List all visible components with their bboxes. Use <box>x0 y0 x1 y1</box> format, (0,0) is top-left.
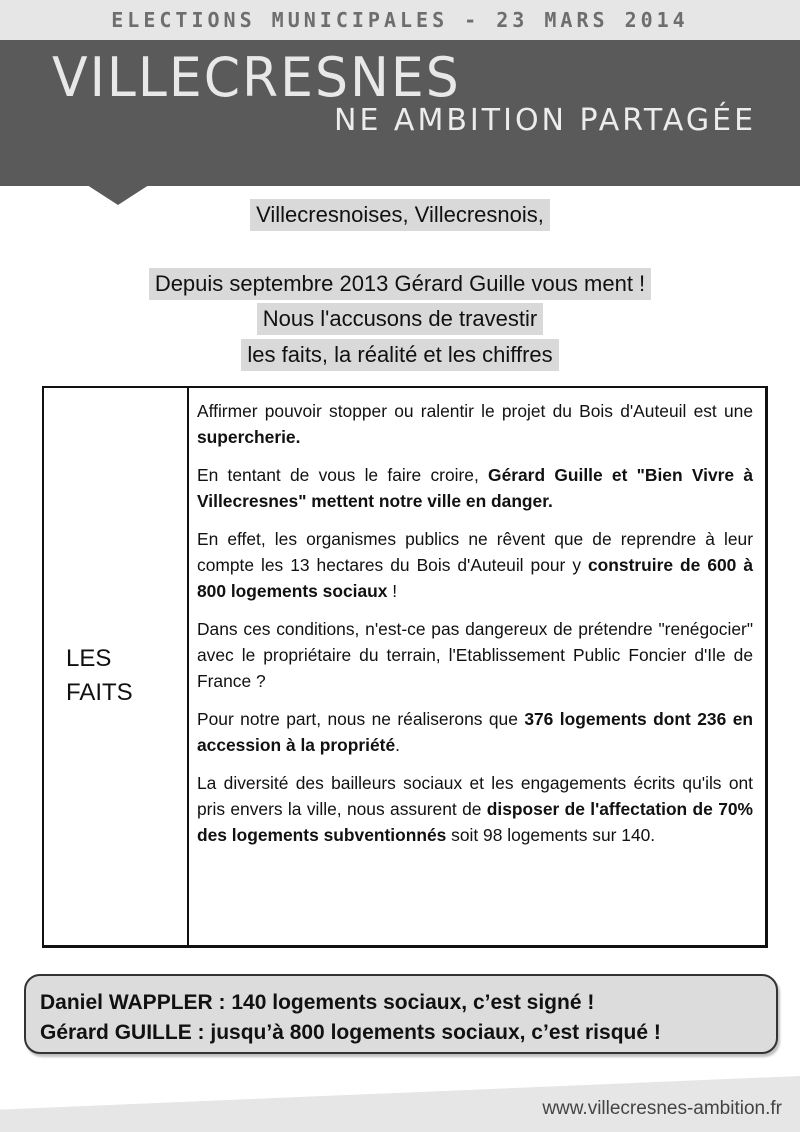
header-subtitle: NE AMBITION PARTAGÉE <box>334 103 757 138</box>
facts-p2-text: En tentant de vous le faire croire, <box>197 465 489 485</box>
facts-label: LES FAITS <box>66 644 133 706</box>
facts-p3-end: ! <box>387 581 398 601</box>
intro-line1-row <box>0 268 800 300</box>
facts-p2-bold: Gérard Guille et "Bien Vivre à Villecresnes" mettent notre ville en danger. <box>197 465 753 511</box>
intro-line1: Depuis septembre 2013 Gérard Guille vous ment ! <box>149 268 651 300</box>
facts-p3-text: En effet, les organismes publics ne rêvent que de reprendre à leur compte les 13 hectares du Bois d'Auteuil pour y <box>197 529 753 575</box>
facts-paragraph-3 <box>197 526 753 604</box>
intro-line2-row <box>0 303 800 335</box>
intro-greeting: Villecresnoises, Villecresnois, <box>250 199 550 231</box>
facts-text-cell <box>189 388 765 945</box>
facts-p1-bold: supercherie. <box>197 427 301 447</box>
facts-paragraph-6 <box>197 770 753 848</box>
facts-p1-text: Affirmer pouvoir stopper ou ralentir le projet du Bois d'Auteuil est une <box>197 401 753 421</box>
facts-label-cell <box>44 388 189 945</box>
facts-p6-bold: disposer de l'affectation de 70% des logements subventionnés <box>197 799 753 845</box>
facts-p6-end: soit 98 logements sur 140. <box>446 825 656 845</box>
conclusion-line-1: Daniel WAPPLER : 140 logements sociaux, c’est signé ! <box>40 991 595 1014</box>
facts-paragraph-5 <box>197 706 753 758</box>
intro-line3-row <box>0 339 800 371</box>
election-line: ELECTIONS MUNICIPALES - 23 MARS 2014 <box>111 8 689 32</box>
conclusion-box <box>24 974 778 1054</box>
facts-paragraph-1 <box>197 398 753 450</box>
intro-line3: les faits, la réalité et les chiffres <box>241 339 558 371</box>
intro-line2: Nous l'accusons de travestir <box>257 303 543 335</box>
facts-paragraph-4: Dans ces conditions, n'est-ce pas dangereux de prétendre "renégocier" avec le propriétaire du terrain, l'Etablissement Public Foncier d'Ile de France ? <box>197 619 753 691</box>
facts-paragraph-2 <box>197 462 753 514</box>
facts-p5-text: Pour notre part, nous ne réaliserons que <box>197 709 525 729</box>
intro-greeting-row <box>0 199 800 231</box>
facts-table <box>42 386 768 948</box>
conclusion-line-2: Gérard GUILLE : jusqu’à 800 logements sociaux, c’est risqué ! <box>40 1021 661 1044</box>
facts-p6-text: La diversité des bailleurs sociaux et les engagements écrits qu'ils ont pris envers la ville, nous assurent de <box>197 773 753 819</box>
election-date-strip <box>0 0 800 40</box>
facts-p3-bold: construire de 600 à 800 logements sociaux <box>197 555 753 601</box>
facts-p5-end: . <box>395 735 400 755</box>
facts-p5-bold: 376 logements dont 236 en accession à la propriété <box>197 709 753 755</box>
header-title: VILLECRESNES <box>52 46 461 110</box>
footer-url: www.villecresnes-ambition.fr <box>542 1098 782 1119</box>
